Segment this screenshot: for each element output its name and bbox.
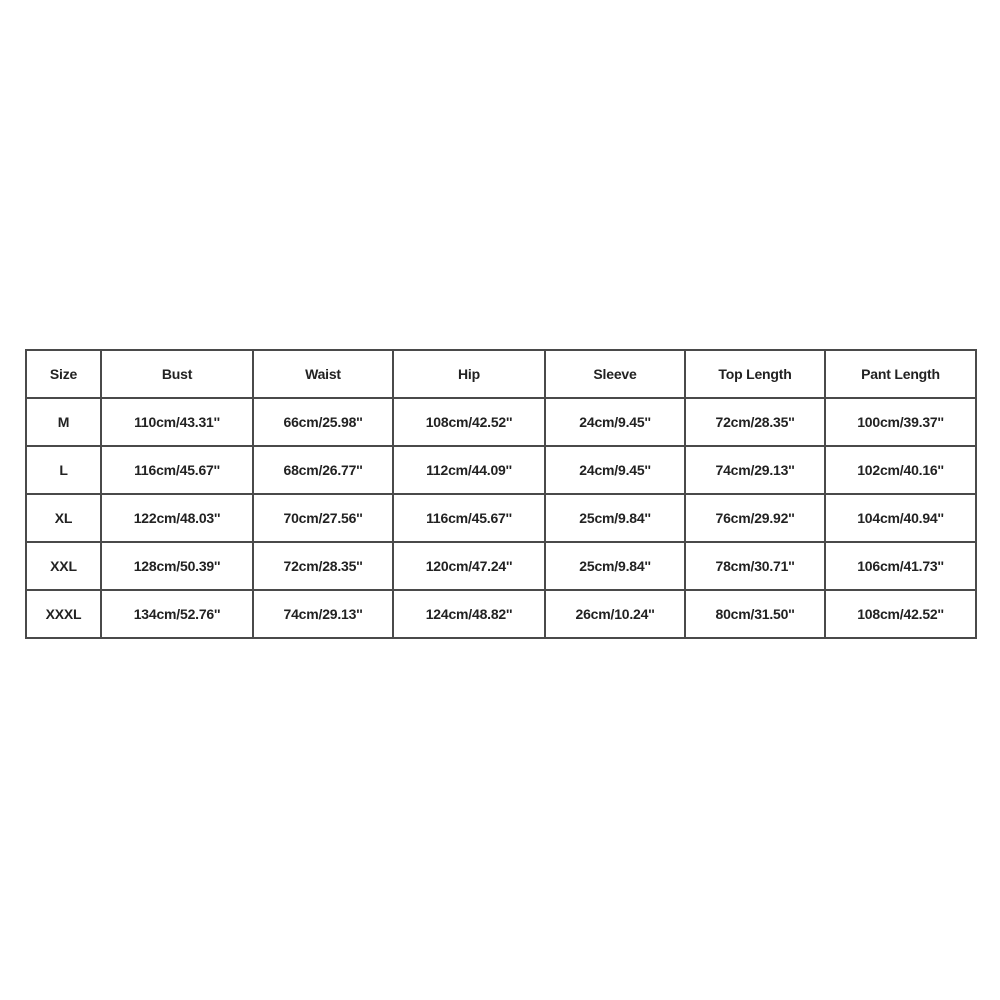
cell-pant-length: 100cm/39.37'' <box>825 398 976 446</box>
cell-sleeve: 25cm/9.84'' <box>545 542 685 590</box>
cell-hip: 112cm/44.09'' <box>393 446 545 494</box>
cell-pant-length: 106cm/41.73'' <box>825 542 976 590</box>
cell-bust: 134cm/52.76'' <box>101 590 253 638</box>
cell-waist: 66cm/25.98'' <box>253 398 393 446</box>
header-waist: Waist <box>253 350 393 398</box>
cell-top-length: 76cm/29.92'' <box>685 494 825 542</box>
header-bust: Bust <box>101 350 253 398</box>
cell-size: L <box>26 446 101 494</box>
cell-sleeve: 24cm/9.45'' <box>545 398 685 446</box>
cell-pant-length: 102cm/40.16'' <box>825 446 976 494</box>
cell-size: XL <box>26 494 101 542</box>
cell-size: XXXL <box>26 590 101 638</box>
cell-size: XXL <box>26 542 101 590</box>
cell-waist: 72cm/28.35'' <box>253 542 393 590</box>
table-row <box>26 542 976 590</box>
cell-bust: 128cm/50.39'' <box>101 542 253 590</box>
table-row <box>26 494 976 542</box>
cell-hip: 120cm/47.24'' <box>393 542 545 590</box>
header-size: Size <box>26 350 101 398</box>
table-row <box>26 398 976 446</box>
cell-bust: 116cm/45.67'' <box>101 446 253 494</box>
cell-top-length: 78cm/30.71'' <box>685 542 825 590</box>
cell-hip: 124cm/48.82'' <box>393 590 545 638</box>
header-sleeve: Sleeve <box>545 350 685 398</box>
cell-pant-length: 108cm/42.52'' <box>825 590 976 638</box>
table-row <box>26 446 976 494</box>
cell-top-length: 80cm/31.50'' <box>685 590 825 638</box>
cell-bust: 122cm/48.03'' <box>101 494 253 542</box>
cell-sleeve: 26cm/10.24'' <box>545 590 685 638</box>
cell-pant-length: 104cm/40.94'' <box>825 494 976 542</box>
cell-bust: 110cm/43.31'' <box>101 398 253 446</box>
size-chart-table <box>25 349 977 639</box>
cell-waist: 74cm/29.13'' <box>253 590 393 638</box>
header-top-length: Top Length <box>685 350 825 398</box>
cell-waist: 68cm/26.77'' <box>253 446 393 494</box>
cell-sleeve: 25cm/9.84'' <box>545 494 685 542</box>
table-header-row <box>26 350 976 398</box>
cell-hip: 108cm/42.52'' <box>393 398 545 446</box>
cell-size: M <box>26 398 101 446</box>
cell-sleeve: 24cm/9.45'' <box>545 446 685 494</box>
header-pant-length: Pant Length <box>825 350 976 398</box>
cell-hip: 116cm/45.67'' <box>393 494 545 542</box>
cell-top-length: 74cm/29.13'' <box>685 446 825 494</box>
cell-top-length: 72cm/28.35'' <box>685 398 825 446</box>
cell-waist: 70cm/27.56'' <box>253 494 393 542</box>
header-hip: Hip <box>393 350 545 398</box>
table-row <box>26 590 976 638</box>
